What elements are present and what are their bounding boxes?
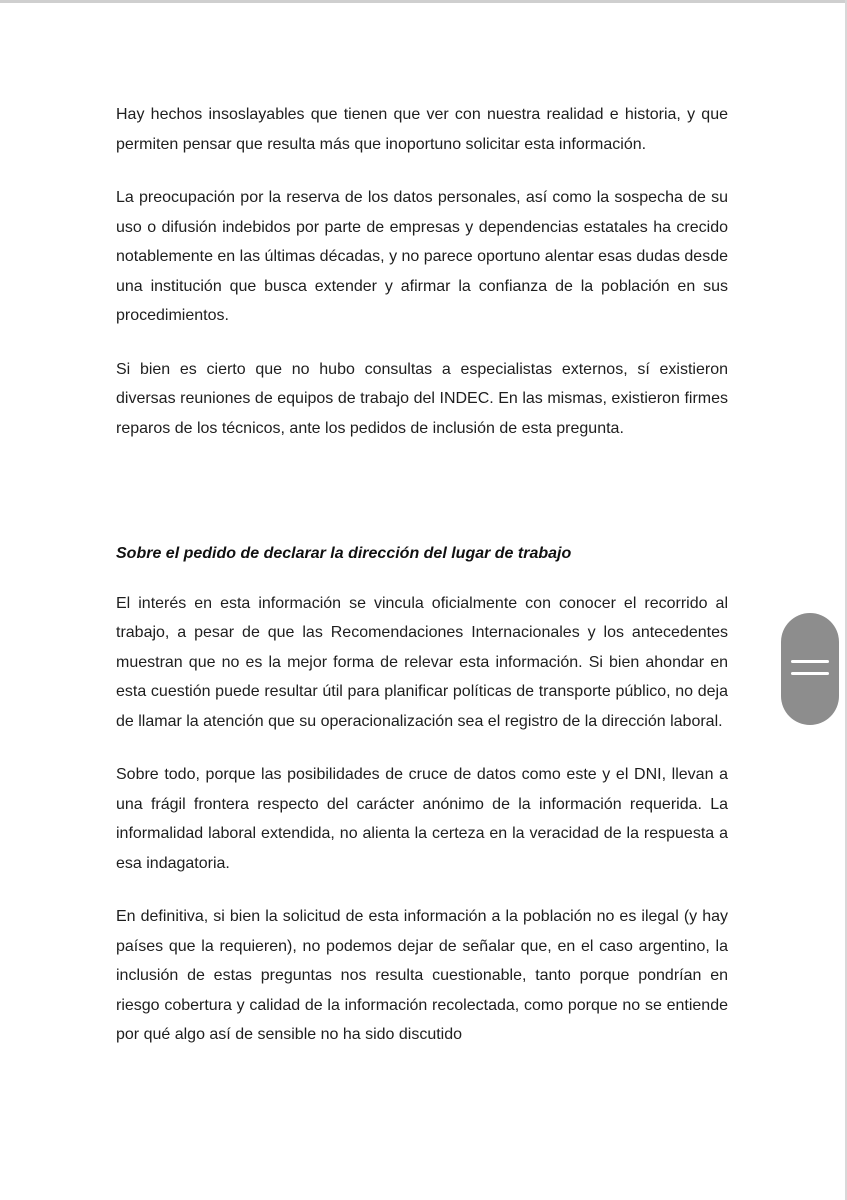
paragraph-consultas-especialistas: Si bien es cierto que no hubo consultas a especialistas externos, sí existieron diversas reuniones de equipos de trabajo del INDEC. En las mismas, existieron firmes reparos de los técnicos, ante los pedidos de inclusión de esta pregunta. [116,360,728,437]
scroll-handle[interactable] [781,613,839,725]
drag-handle-icon [791,660,829,663]
page-top-edge [0,0,847,3]
drag-handle-icon-line [791,672,829,675]
paragraph-reserva-datos: La preocupación por la reserva de los datos personales, así como la sospecha de su uso o difusión indebidos por parte de empresas y dependencias estatales ha crecido notablemente en las últimas décadas, y no parece oportuno alentar esas dudas desde una institución que busca extender y afirmar la confianza de la población en sus procedimientos. [116,189,728,324]
paragraph-hechos-insoslayables: Hay hechos insoslayables que tienen que ver con nuestra realidad e historia, y que permiten pensar que resulta más que inoportuno solicitar esta información. [116,106,728,153]
paragraph-en-definitiva: En definitiva, si bien la solicitud de esta información a la población no es ilegal (y hay países que la requieren), no podemos dejar de señalar que, en el caso argentino, la inclusión de estas preguntas nos resulta cuestionable, tanto porque pondrían en riesgo cobertura y calidad de la información recolectada, como porque no se entiende por qué algo así de sensible no ha sido discutido [116,908,728,1043]
section-heading: Sobre el pedido de declarar la dirección del lugar de trabajo [116,545,572,562]
document-page [116,100,728,1050]
paragraph-cruce-datos: Sobre todo, porque las posibilidades de cruce de datos como este y el DNI, llevan a una frágil frontera respecto del carácter anónimo de la información requerida. La informalidad laboral extendida, no alienta la certeza en la veracidad de la respuesta a esa indagatoria. [116,766,728,872]
paragraph-recorrido-trabajo: El interés en esta información se vincula oficialmente con conocer el recorrido al trabajo, a pesar de que las Recomendaciones Internacionales y los antecedentes muestran que no es la mejor forma de relevar esta información. Si bien ahondar en esta cuestión puede resultar útil para planificar políticas de transporte público, no deja de llamar la atención que su operacionalización sea el registro de la dirección laboral. [116,594,728,730]
